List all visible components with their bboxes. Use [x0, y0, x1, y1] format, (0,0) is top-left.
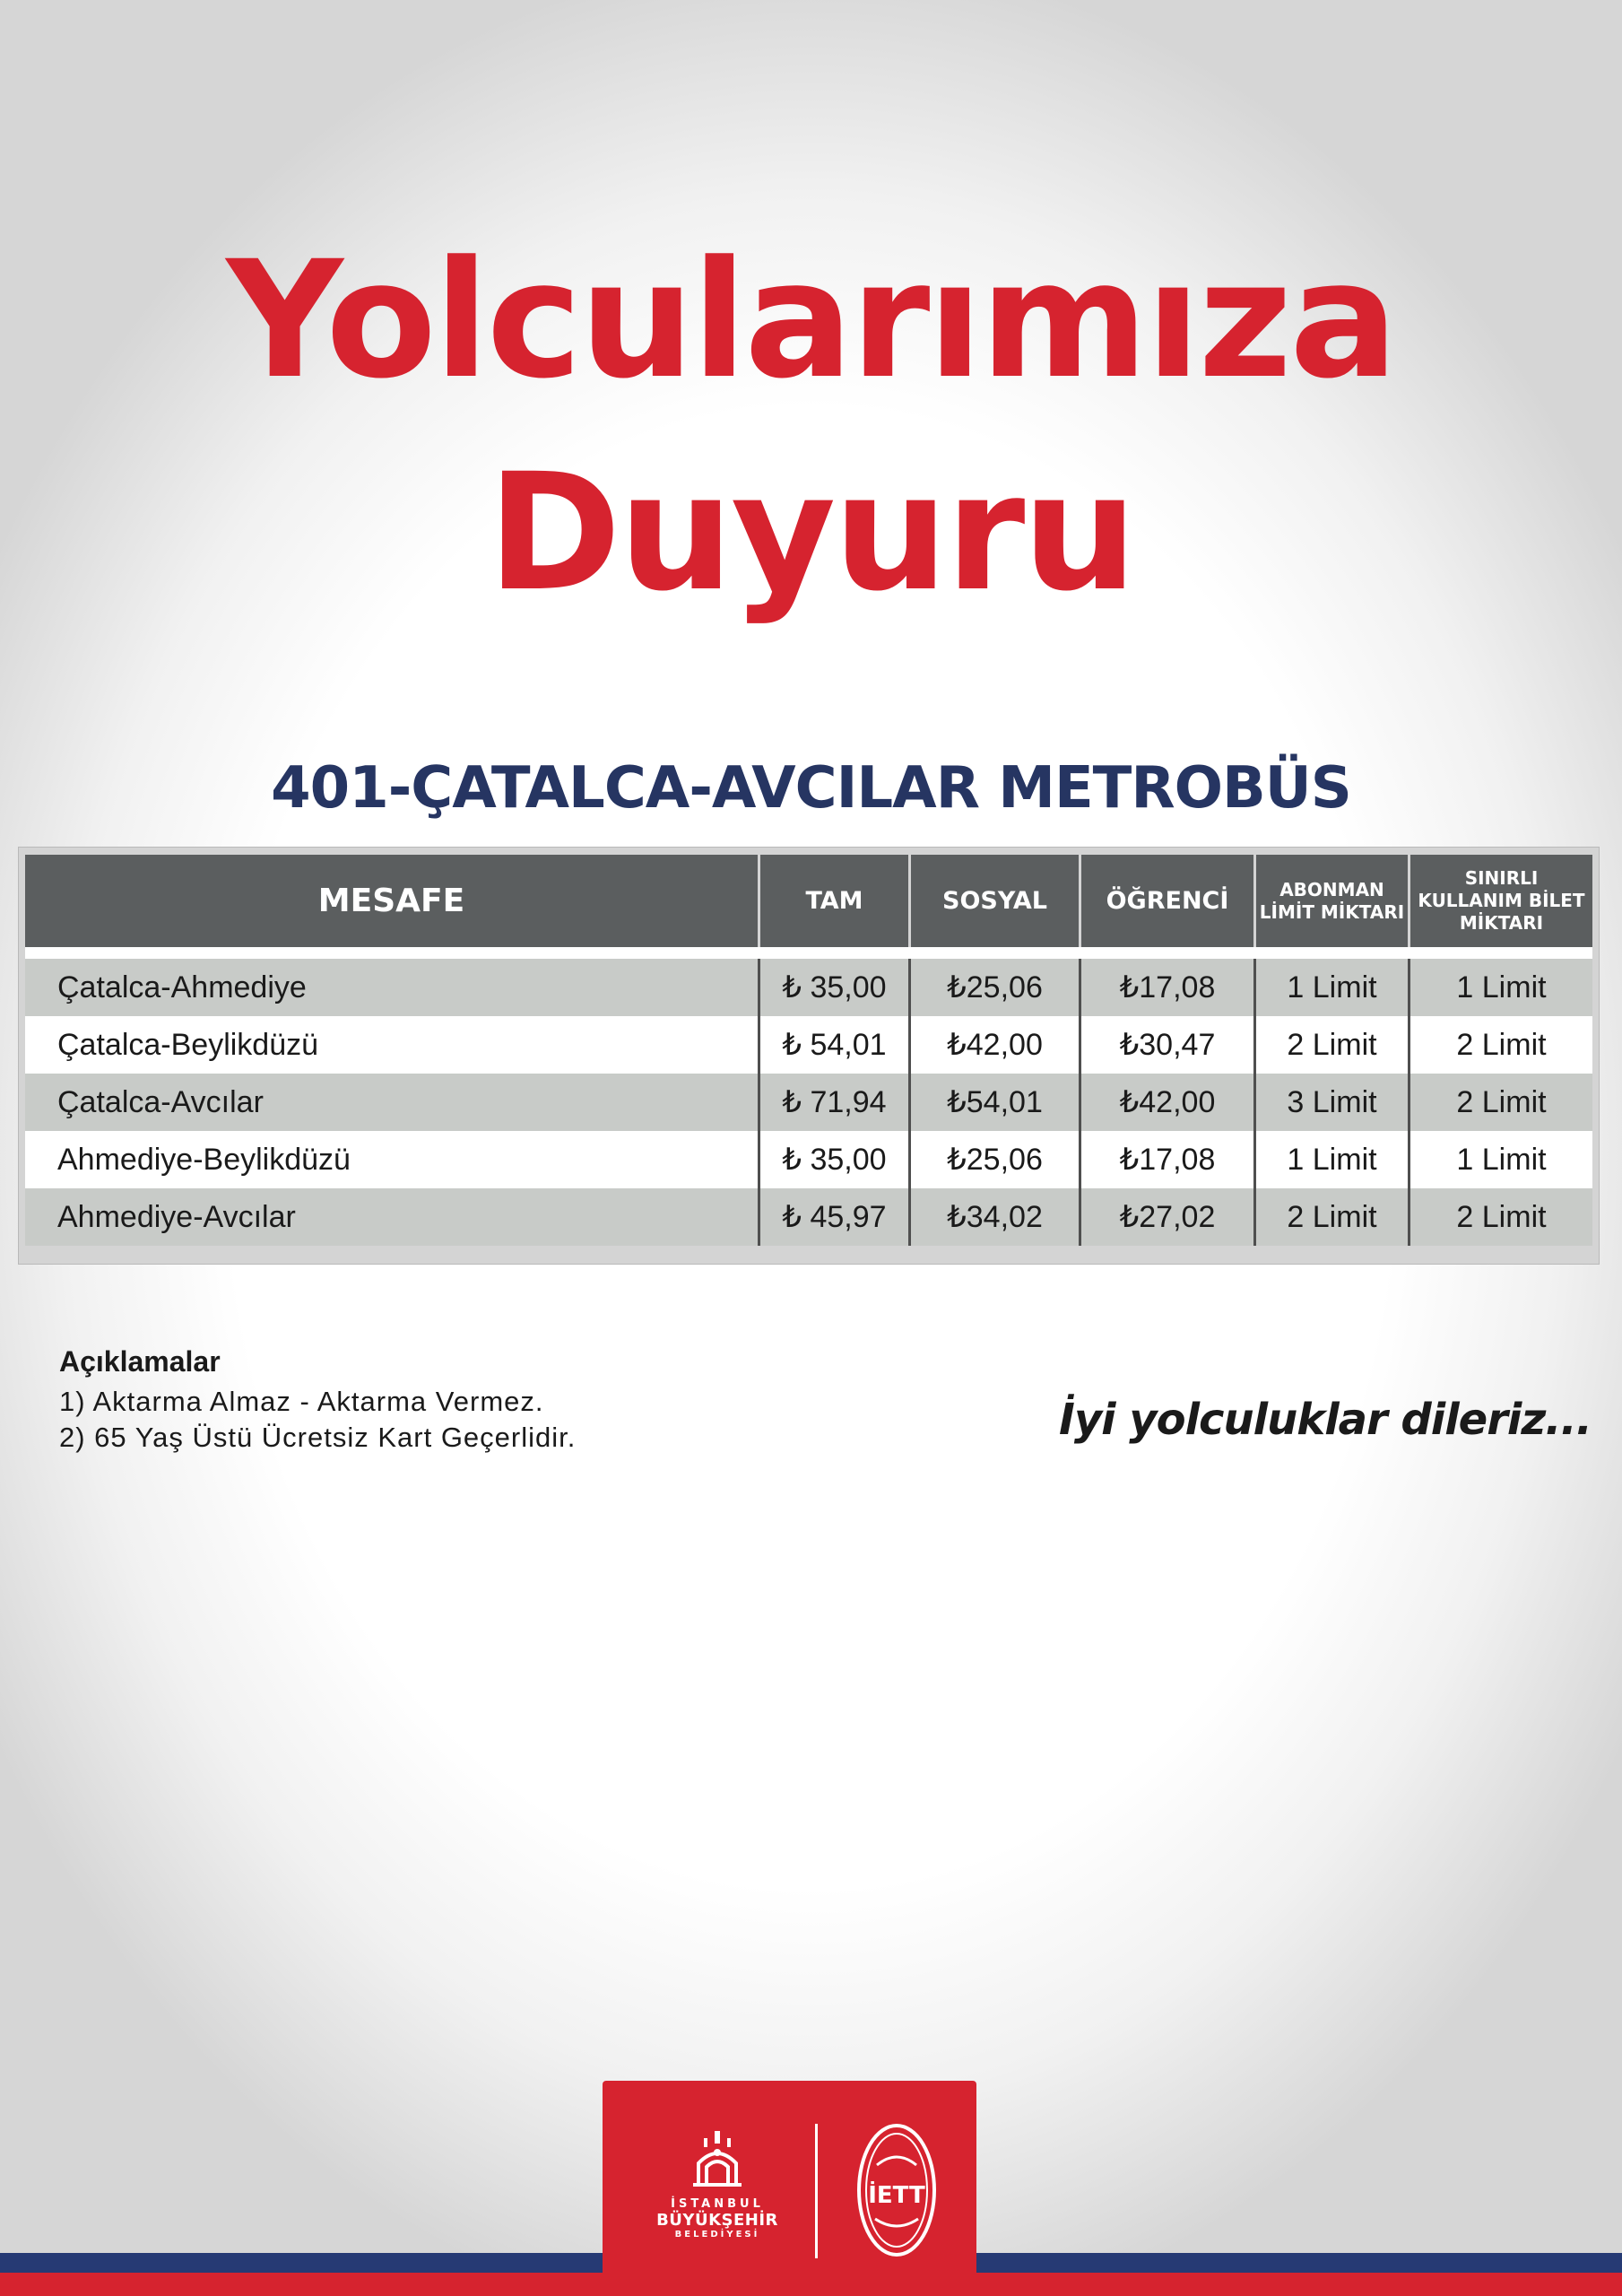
closing-message: İyi yolculuklar dileriz... — [1058, 1395, 1592, 1445]
table-row — [25, 1074, 1592, 1131]
route-title: 401-ÇATALCA-AVCILAR METROBÜS — [271, 755, 1351, 822]
ibb-text-line-3: BELEDİYESİ — [674, 2230, 760, 2239]
table-header — [25, 855, 1592, 947]
cell-sosyal: ₺54,01 — [911, 1074, 1081, 1131]
cell-mesafe: Ahmediye-Beylikdüzü — [25, 1131, 760, 1188]
cell-tam: ₺ 35,00 — [760, 1131, 911, 1188]
logo-divider — [815, 2124, 818, 2258]
fare-table — [18, 847, 1600, 1265]
cell-mesafe: Çatalca-Beylikdüzü — [25, 1016, 760, 1074]
headline-line-1: Yolcularımıza — [226, 227, 1396, 414]
cell-sinirli: 2 Limit — [1456, 1027, 1547, 1062]
ibb-text-line-1: İSTANBUL — [671, 2197, 764, 2211]
cell-sosyal: ₺42,00 — [911, 1016, 1081, 1074]
cell-sinirli: 1 Limit — [1456, 970, 1547, 1004]
cell-sosyal: ₺25,06 — [911, 1131, 1081, 1188]
table-body — [25, 959, 1592, 1246]
cell-abonman: 2 Limit — [1256, 1188, 1410, 1246]
cell-tam: ₺ 35,00 — [760, 959, 911, 1016]
cell-mesafe: Çatalca-Avcılar — [25, 1074, 760, 1131]
cell-ogrenci: ₺27,02 — [1081, 1188, 1256, 1246]
cell-tam: ₺ 45,97 — [760, 1188, 911, 1246]
cell-sosyal: ₺34,02 — [911, 1188, 1081, 1246]
table-row — [25, 959, 1592, 1016]
cell-sinirli: 2 Limit — [1456, 1084, 1547, 1119]
cell-sinirli: 1 Limit — [1456, 1142, 1547, 1177]
logo-panel — [603, 2081, 976, 2296]
cell-abonman: 2 Limit — [1256, 1016, 1410, 1074]
cell-mesafe: Ahmediye-Avcılar — [25, 1188, 760, 1246]
cell-abonman: 3 Limit — [1256, 1074, 1410, 1131]
notes — [59, 1345, 576, 1456]
cell-abonman: 1 Limit — [1256, 959, 1410, 1016]
iett-text: İETT — [868, 2182, 925, 2209]
cell-ogrenci: ₺30,47 — [1081, 1016, 1256, 1074]
table-row — [25, 1188, 1592, 1246]
cell-sinirli: 2 Limit — [1456, 1199, 1547, 1234]
cell-mesafe: Çatalca-Ahmediye — [25, 959, 760, 1016]
header-sosyal: SOSYAL — [911, 855, 1081, 947]
cell-sosyal: ₺25,06 — [911, 959, 1081, 1016]
cell-ogrenci: ₺42,00 — [1081, 1074, 1256, 1131]
cell-tam: ₺ 71,94 — [760, 1074, 911, 1131]
cell-ogrenci: ₺17,08 — [1081, 1131, 1256, 1188]
cell-abonman: 1 Limit — [1256, 1131, 1410, 1188]
ibb-logo — [655, 2127, 780, 2239]
table-row — [25, 1131, 1592, 1188]
note-line: 2) 65 Yaş Üstü Ücretsiz Kart Geçerlidir. — [59, 1422, 577, 1453]
header-mesafe: MESAFE — [25, 855, 760, 947]
cell-tam: ₺ 54,01 — [760, 1016, 911, 1074]
table-row — [25, 1016, 1592, 1074]
header-ogrenci: ÖĞRENCİ — [1081, 855, 1256, 947]
cell-ogrenci: ₺17,08 — [1081, 959, 1256, 1016]
ibb-emblem-icon — [684, 2127, 750, 2194]
header-tam: TAM — [760, 855, 911, 947]
ibb-text-line-2: BÜYÜKŞEHİR — [656, 2211, 778, 2230]
notes-title: Açıklamalar — [59, 1345, 221, 1378]
iett-emblem-icon — [855, 2122, 938, 2258]
note-line: 1) Aktarma Almaz - Aktarma Vermez. — [59, 1386, 544, 1417]
iett-logo — [855, 2122, 938, 2262]
header-sinirli: SINIRLI KULLANIM BİLET MİKTARI — [1418, 867, 1585, 934]
headline-line-2: Duyuru — [487, 439, 1135, 627]
header-abonman: ABONMAN LİMİT MİKTARI — [1256, 855, 1410, 947]
